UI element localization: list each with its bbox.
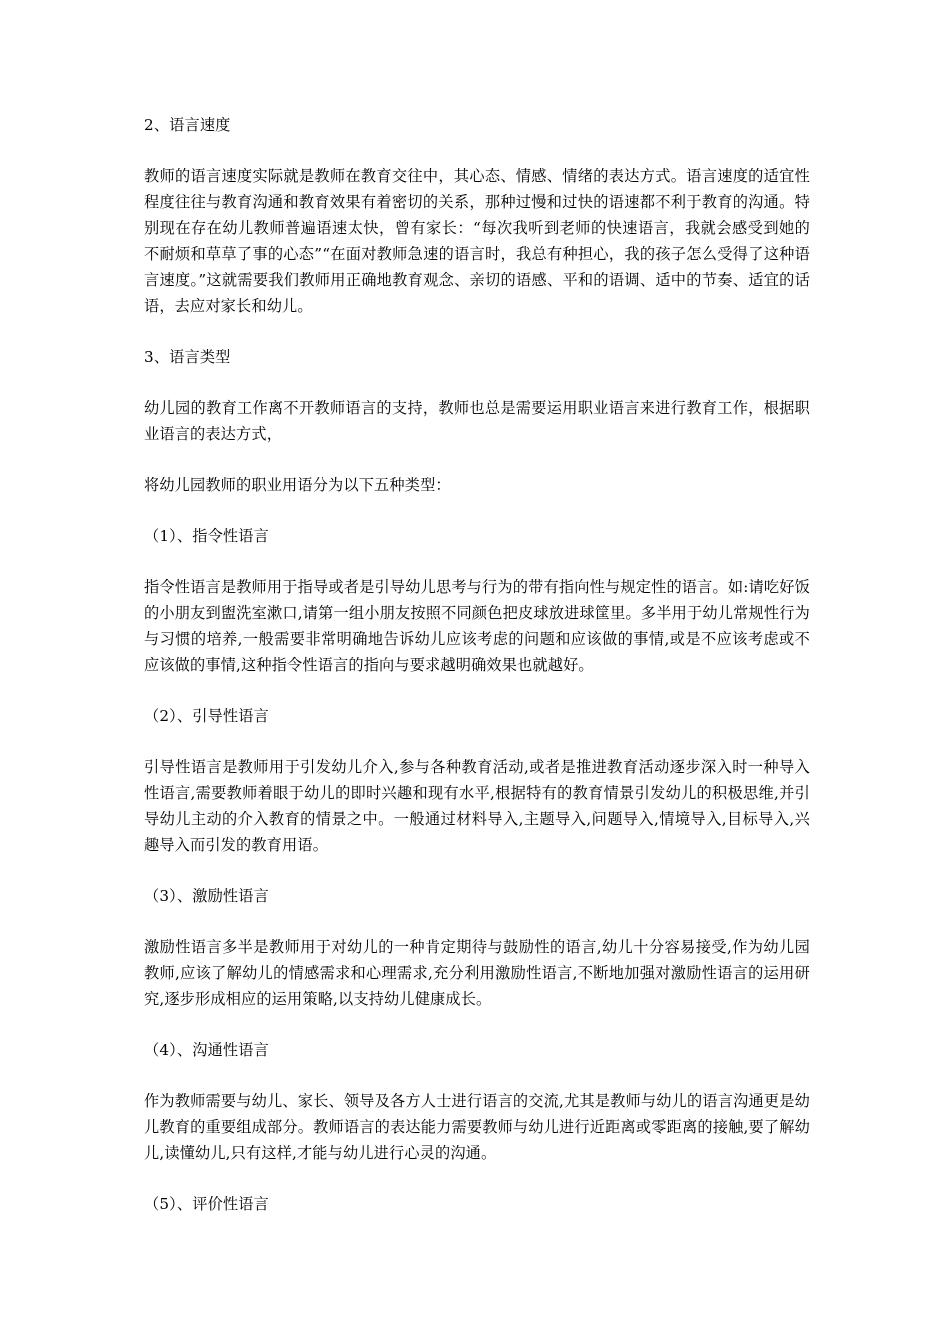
paragraph-speed: 教师的语言速度实际就是教师在教育交往中，其心态、情感、情绪的表达方式。语言速度的适宜性程度往往与教育沟通和教育效果有着密切的关系，那种过慢和过快的语速都不利于教育的沟通。特别现在存在幼儿教师普遍语速太快，曾有家长：“每次我听到老师的快速语言，我就会感受到她的不耐烦和草草了事的心态”“在面对教师急速的语言时，我总有种担心，我的孩子怎么受得了这种语言速度。”这就需要我们教师用正确地教育观念、亲切的语感、平和的语调、适中的节奏、适宜的话语，去应对家长和幼儿。 bbox=[144, 167, 810, 315]
paragraph-guiding-language: 引导性语言是教师用于引发幼儿介入,参与各种教育活动,或者是推进教育活动逐步深入时一种导入性语言,需要教师着眼于幼儿的即时兴趣和现有水平,根据特有的教育情景引发幼儿的积极思维,并引导幼儿主动的介入教育的情景之中。一般通过材料导入,主题导入,问题导入,情境导入,目标导入,兴趣导入而引发的教育用语。 bbox=[144, 758, 810, 854]
document-page bbox=[144, 112, 810, 1242]
subheading-communicative-language: （4）、沟通性语言 bbox=[144, 1041, 269, 1059]
subheading-directive-language: （1）、指令性语言 bbox=[144, 527, 269, 545]
paragraph-types-intro-1: 幼儿园的教育工作离不开教师语言的支持，教师也总是需要运用职业语言来进行教育工作，根据职业语言的表达方式， bbox=[144, 399, 810, 443]
paragraph-types-intro-2: 将幼儿园教师的职业用语分为以下五种类型： bbox=[144, 476, 451, 494]
section-heading-speed: 2、语言速度 bbox=[144, 116, 231, 134]
subheading-evaluative-language: （5）、评价性语言 bbox=[144, 1195, 269, 1213]
paragraph-communicative-language: 作为教师需要与幼儿、家长、领导及各方人士进行语言的交流,尤其是教师与幼儿的语言沟通更是幼儿教育的重要组成部分。教师语言的表达能力需要教师与幼儿进行近距离或零距离的接触,要了解幼儿,读懂幼儿,只有这样,才能与幼儿进行心灵的沟通。 bbox=[144, 1092, 810, 1162]
paragraph-directive-language: 指令性语言是教师用于指导或者是引导幼儿思考与行为的带有指向性与规定性的语言。如:请吃好饭的小朋友到盥洗室漱口,请第一组小朋友按照不同颜色把皮球放进球筐里。多半用于幼儿常规性行为与习惯的培养,一般需要非常明确地告诉幼儿应该考虑的问题和应该做的事情,或是不应该考虑或不应该做的事情,这种指令性语言的指向与要求越明确效果也就越好。 bbox=[144, 578, 810, 674]
section-heading-types: 3、语言类型 bbox=[144, 348, 231, 366]
subheading-encouraging-language: （3）、激励性语言 bbox=[144, 887, 269, 905]
paragraph-encouraging-language: 激励性语言多半是教师用于对幼儿的一种肯定期待与鼓励性的语言,幼儿十分容易接受,作为幼儿园教师,应该了解幼儿的情感需求和心理需求,充分利用激励性语言,不断地加强对激励性语言的运用研究,逐步形成相应的运用策略,以支持幼儿健康成长。 bbox=[144, 938, 810, 1008]
subheading-guiding-language: （2）、引导性语言 bbox=[144, 707, 269, 725]
